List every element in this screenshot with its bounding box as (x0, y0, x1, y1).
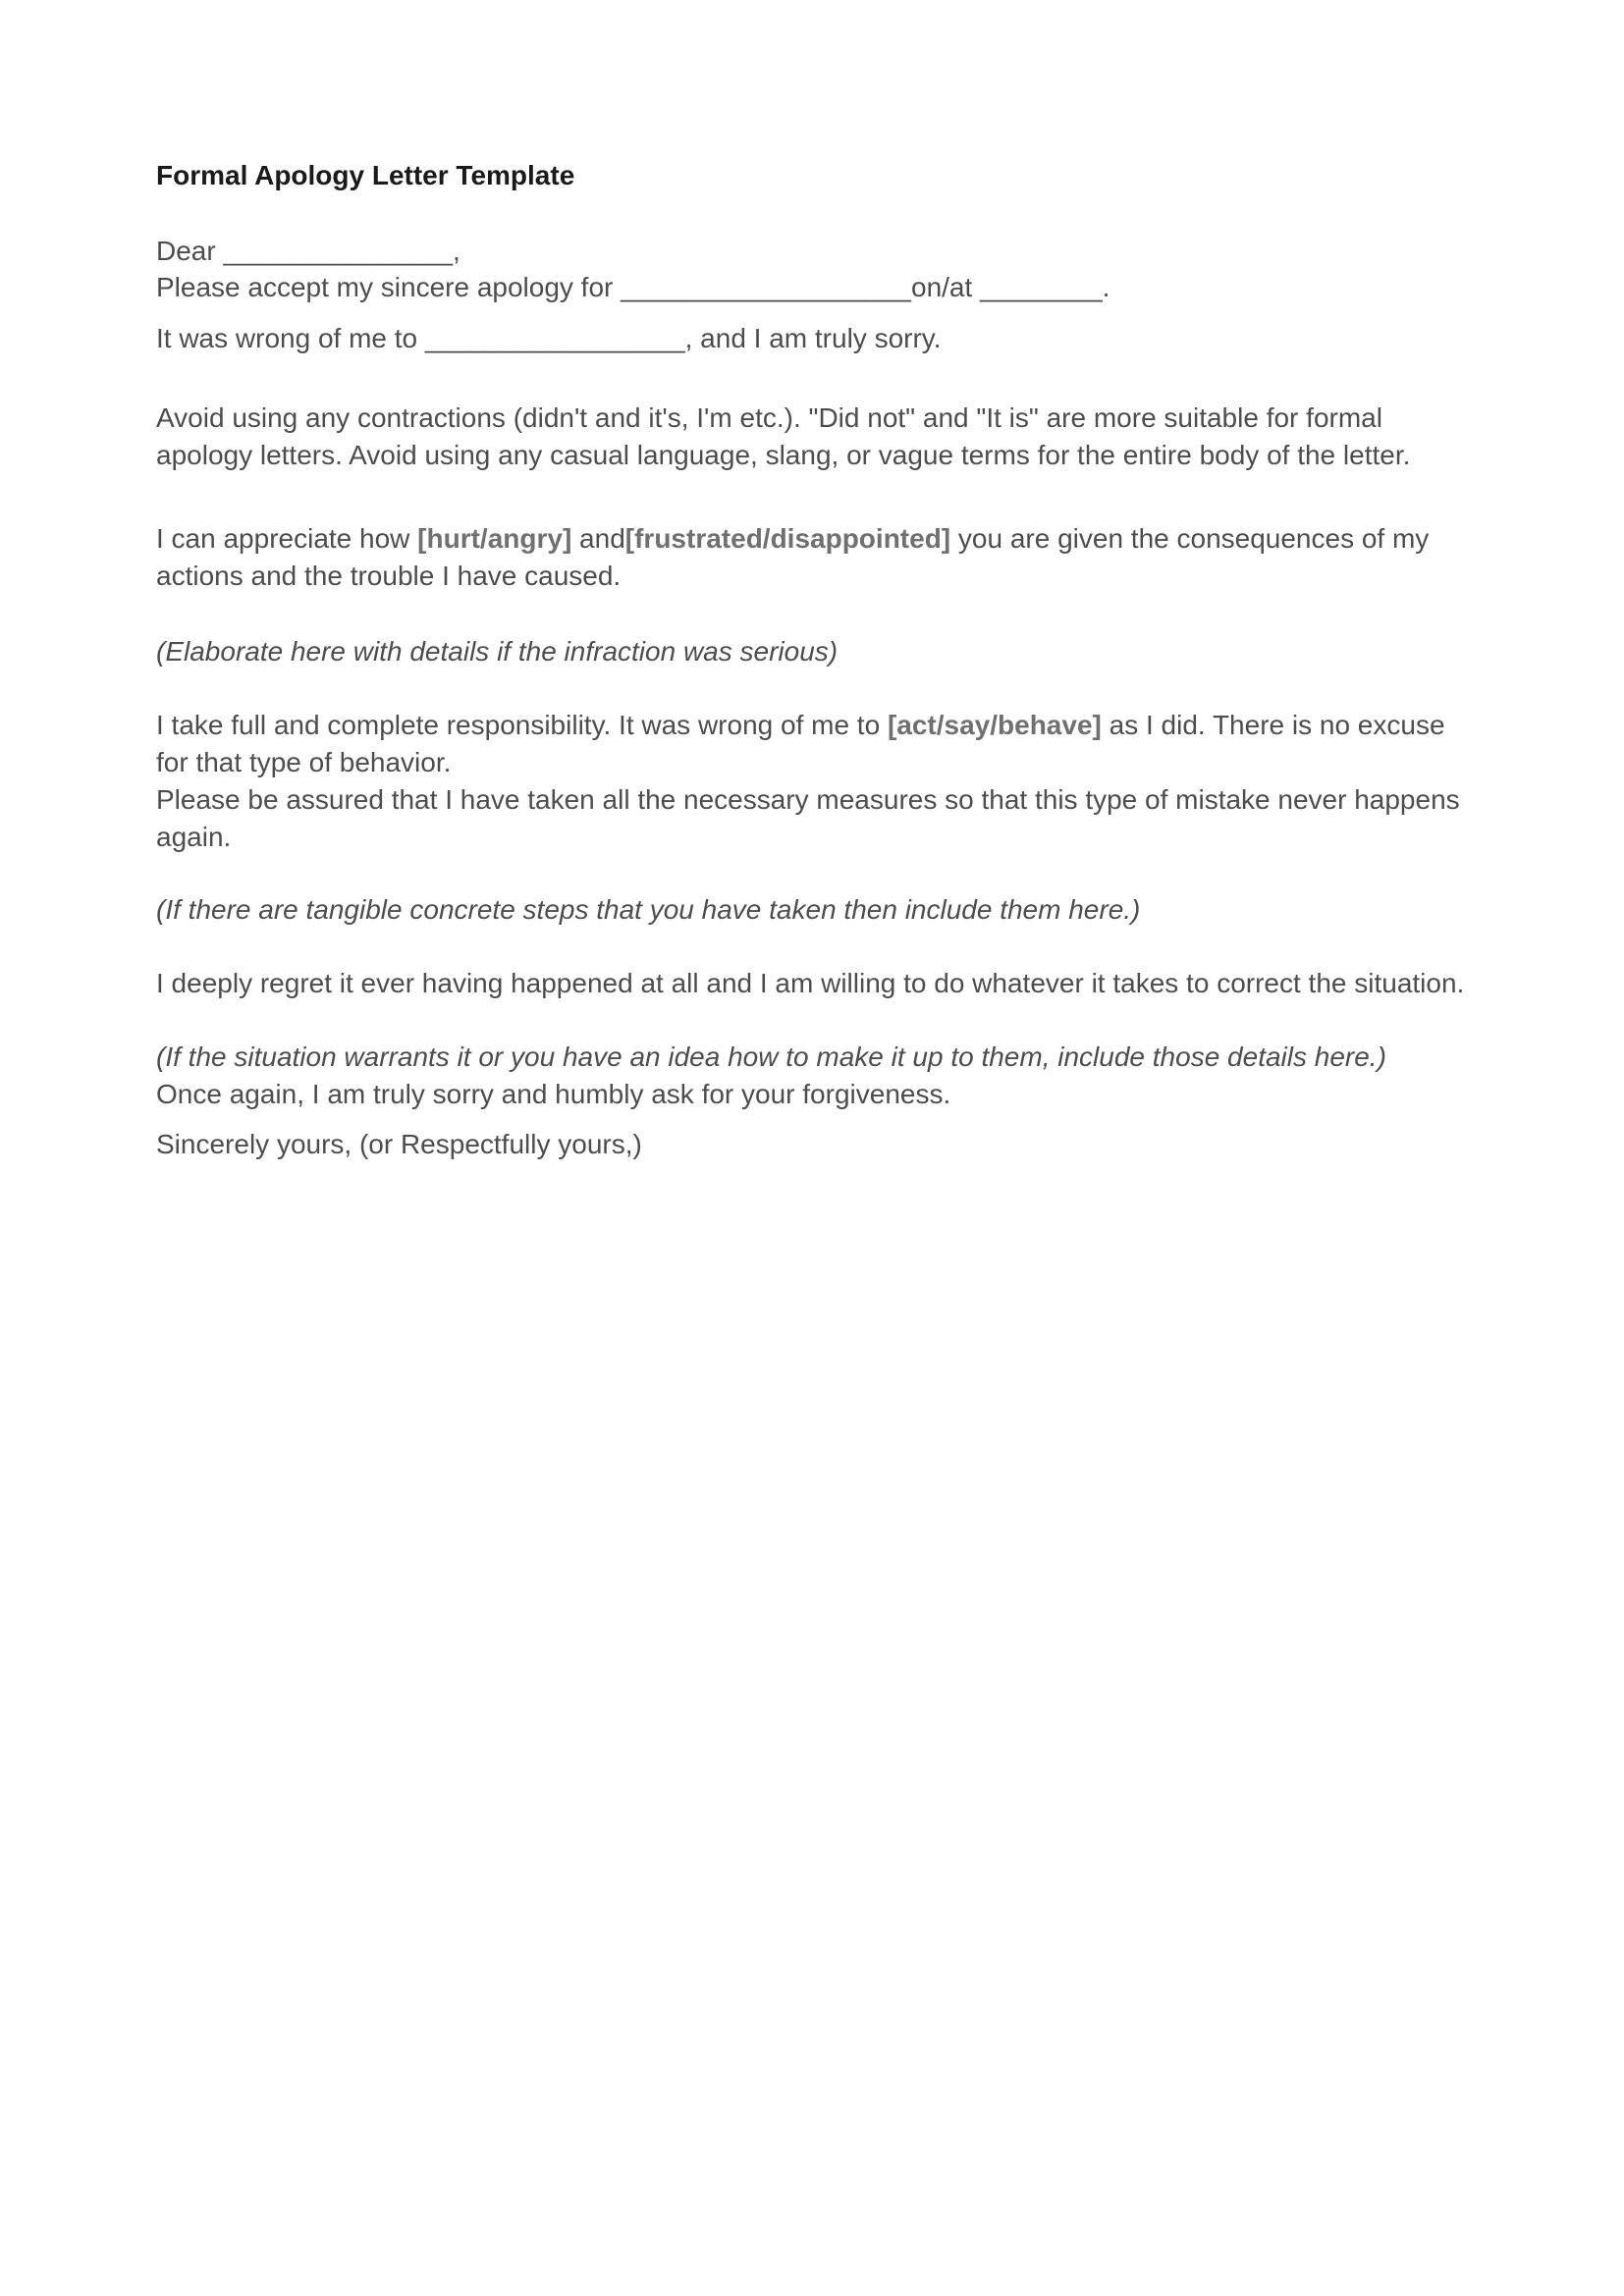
appreciate-paragraph (156, 520, 1472, 595)
placeholder-act-say-behave: [act/say/behave] (887, 710, 1102, 740)
placeholder-frustrated-disappointed: [frustrated/disappointed] (624, 523, 951, 554)
situation-note: (If the situation warrants it or you have an idea how to make it up to them, include those details here.) (156, 1041, 1386, 1072)
appreciate-text-1: I can appreciate how (156, 523, 418, 554)
elaborate-note: (Elaborate here with details if the infraction was serious) (156, 636, 839, 667)
responsibility-text-2: as I did. There is no excuse for that type of behavior. (156, 710, 1445, 777)
placeholder-hurt-angry: [hurt/angry] (417, 523, 572, 554)
steps-note: (If there are tangible concrete steps that you have taken then include them here.) (156, 894, 1141, 925)
responsibility-paragraph (156, 707, 1472, 781)
appreciate-text-3: you are given the consequences of my actions and the trouble I have caused. (156, 523, 1430, 591)
appreciate-text-2: and (571, 523, 625, 554)
forgiveness-line: Once again, I am truly sorry and humbly ask for your forgiveness. (156, 1079, 951, 1109)
document-title: Formal Apology Letter Template (156, 160, 575, 190)
assurance-paragraph: Please be assured that I have taken all the necessary measures so that this type of mistake never happens again. (156, 784, 1460, 852)
salutation: Dear _______________, (156, 236, 460, 266)
responsibility-text-1: I take full and complete responsibility. It was wrong of me to (156, 710, 888, 740)
closing-line: Sincerely yours, (or Respectfully yours,) (156, 1129, 642, 1159)
wrong-line: It was wrong of me to _________________, and I am truly sorry. (156, 323, 942, 353)
regret-paragraph: I deeply regret it ever having happened at all and I am willing to do whatever it takes to correct the situation. (156, 968, 1465, 998)
advice-paragraph: Avoid using any contractions (didn't and it's, I'm etc.). "Did not" and "It is" are more suitable for formal apology letters. Avoid using any casual language, slang, or vague terms for the entire body of the letter. (156, 402, 1411, 470)
apology-line: Please accept my sincere apology for ___________________on/at ________. (156, 272, 1110, 302)
